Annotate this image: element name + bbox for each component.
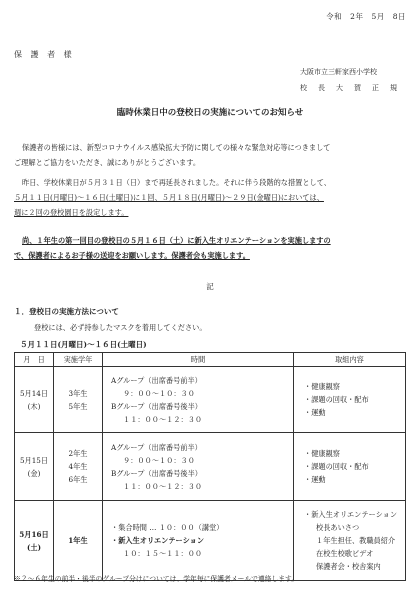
table-row xyxy=(15,433,406,501)
activity-item: 在校生校歌ビデオ xyxy=(316,549,374,558)
day-cell xyxy=(15,433,54,501)
time-cell xyxy=(103,367,294,433)
activity-item: 保護者会・校舎案内 xyxy=(316,562,381,571)
school-name: 大阪市立三軒家西小学校 xyxy=(300,68,377,76)
paragraph-line: 保護者の皆様には、新型コロナウイルス感染拡大予防に関しての様々な緊急対応等につきまして xyxy=(22,143,331,152)
ki-heading: 記 xyxy=(206,282,214,291)
paragraph-line: 尚、１年生の第一回目の登校日の５月１６日（土）に新入生オリエンテーションを実施しますの xyxy=(22,236,331,245)
day-weekday: (木) xyxy=(27,401,41,411)
grade-label: 4年生 xyxy=(68,462,88,471)
table-row xyxy=(15,501,406,581)
activity-item: ・新入生オリエンテーション xyxy=(304,510,398,519)
activity-item: 校長あいさつ xyxy=(316,523,360,532)
grade-label: 1年生 xyxy=(68,536,88,545)
time-line: Aグループ（出席番号前半） xyxy=(111,375,202,385)
time-line: １１：００～１２：３０ xyxy=(123,481,203,491)
grade-label: 5年生 xyxy=(68,401,88,411)
day-weekday: (金) xyxy=(27,468,41,478)
activity-cell xyxy=(294,367,406,433)
time-line: Bグループ（出席番号後半） xyxy=(111,468,202,478)
time-line: ９：００～１０：３０ xyxy=(123,388,195,398)
column-header-grade: 実施学年 xyxy=(54,353,103,367)
time-line: ９：００～１０：３０ xyxy=(123,455,195,465)
day-date: 5月14日 xyxy=(19,388,49,398)
activity-cell xyxy=(294,501,406,581)
day-weekday: (土) xyxy=(27,542,41,552)
time-line: Bグループ（出席番号後半） xyxy=(111,401,202,411)
table-row xyxy=(15,367,406,433)
schedule-table xyxy=(14,352,406,581)
footnote: ※２～６年生の前半・後半のグループ分けについては、学年毎に保護者メールで連絡します。 xyxy=(14,575,299,583)
activity-cell xyxy=(294,433,406,501)
activity-item: ・課題の回収・配布 xyxy=(304,395,369,404)
grade-label: 3年生 xyxy=(68,388,88,398)
time-line: Aグループ（出席番号前半） xyxy=(111,442,202,452)
activity-item: ・健康観察 xyxy=(304,449,340,458)
document-date: 令和 2年 5月 8日 xyxy=(326,12,406,21)
activity-item: １年生担任、教職員紹介 xyxy=(316,536,396,545)
section-heading: １．登校日の実施方法について xyxy=(14,307,119,316)
paragraph-greeting xyxy=(14,140,409,170)
grade-cell xyxy=(54,367,103,433)
day-cell xyxy=(15,367,54,433)
grade-label: 6年生 xyxy=(68,475,88,484)
time-cell xyxy=(103,501,294,581)
grade-label: 2年生 xyxy=(68,449,88,458)
activity-item: ・健康観察 xyxy=(304,382,340,391)
table-header-row xyxy=(15,353,406,367)
column-header-activity: 取組内容 xyxy=(294,353,406,367)
column-header-time: 時間 xyxy=(103,353,294,367)
column-header-date: 月 日 xyxy=(15,353,54,367)
day-date: 5月15日 xyxy=(19,455,49,465)
paragraph-orientation-notice xyxy=(14,233,409,263)
paragraph-line: ご理解とご協力をいただき、誠にありがとうございます。 xyxy=(14,158,201,167)
activity-item: ・課題の回収・配布 xyxy=(304,462,369,471)
activity-item: ・運動 xyxy=(304,475,326,484)
paragraph-schedule-notice xyxy=(14,175,409,220)
paragraph-line: で、保護者によるお子様の送迎をお願いします。保護者会も実施します。 xyxy=(14,251,250,260)
time-line: ・集合時間 … １０：００（講堂） xyxy=(111,523,224,532)
principal-name: 校 長 大 賀 正 規 xyxy=(300,84,399,92)
paragraph-line: 週に２回の登校園日を設定します。 xyxy=(14,208,129,217)
paragraph-line: 昨日、学校休業日が５月３１日（日）まで再延長されました。それに伴う段階的な措置として、 xyxy=(22,178,331,187)
date-range: ５月１１日(月曜日)～１６日(土曜日) xyxy=(20,340,147,349)
day-date: 5月16日 xyxy=(19,529,49,539)
mask-note: 登校には、必ず持参したマスクを着用してください。 xyxy=(34,323,207,332)
time-line: ・新入生オリエンテーション xyxy=(111,536,205,545)
paragraph-line: ５月１１日(月曜日)～１６日(土曜日)に１回、５月１８日(月曜日)～２９日(金曜日)においては、 xyxy=(14,193,324,202)
time-line: １０：１５～１１：００ xyxy=(123,549,203,558)
day-cell xyxy=(15,501,54,581)
activity-item: ・運動 xyxy=(304,408,326,417)
time-cell xyxy=(103,433,294,501)
grade-cell xyxy=(54,501,103,581)
grade-cell xyxy=(54,433,103,501)
time-line: １１：００～１２：３０ xyxy=(123,414,203,424)
addressee: 保 護 者 様 xyxy=(14,50,75,59)
document-title: 臨時休業日中の登校日の実施についてのお知らせ xyxy=(116,108,304,118)
